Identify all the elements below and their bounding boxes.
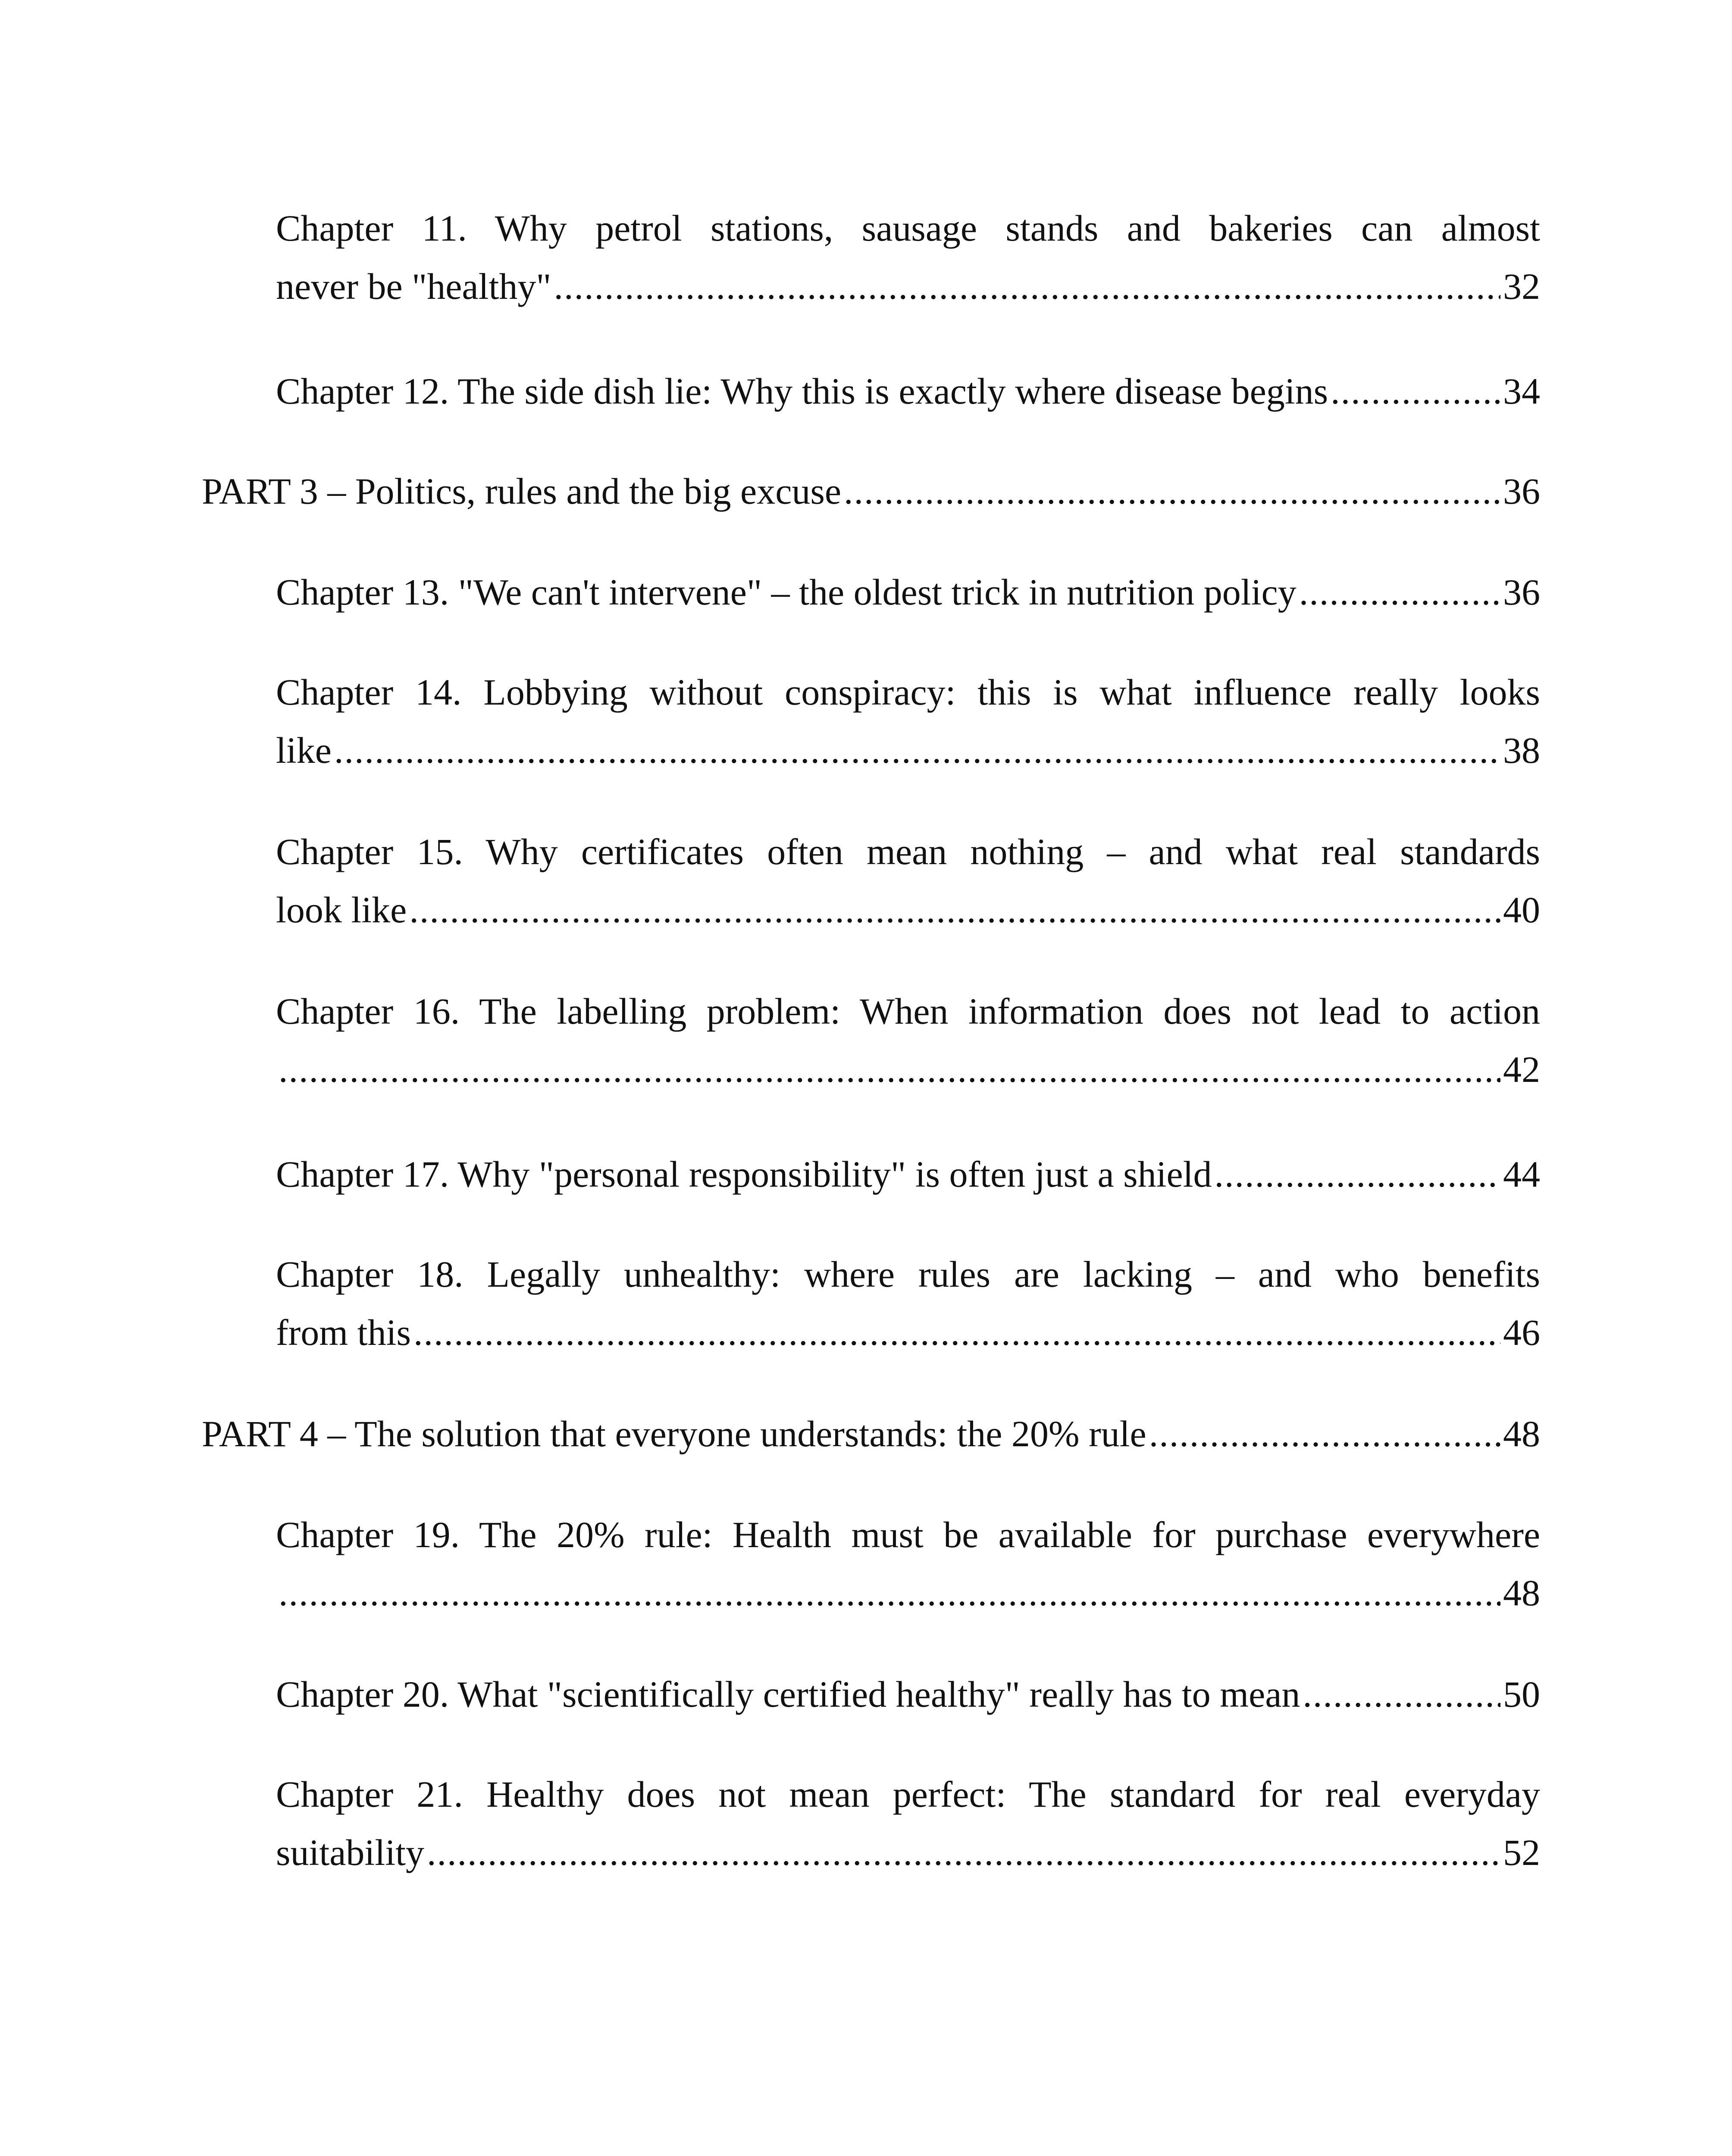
page-number: 36 — [1503, 470, 1540, 512]
page-number: 32 — [1503, 266, 1540, 307]
toc-entry-chapter-11[interactable] — [276, 199, 1540, 316]
toc-entry-title: Chapter 17. Why "personal responsibility" is often just a shield — [276, 1153, 1212, 1195]
toc-entry-title-continuation: like — [276, 730, 332, 771]
toc-entry-title-continuation: suitability — [276, 1832, 424, 1873]
toc-entry-title-line: Chapter 14. Lobbying without conspiracy: this is what influence really looks — [276, 671, 1540, 713]
page-number: 42 — [1503, 1049, 1540, 1090]
toc-entry-title: Chapter 20. What "scientifically certified healthy" really has to mean — [276, 1673, 1300, 1715]
page-number: 34 — [1503, 370, 1540, 412]
toc-entry-part-4[interactable] — [202, 1405, 1540, 1463]
toc-entry-title-line: Chapter 16. The labelling problem: When information does not lead to action — [276, 990, 1540, 1032]
dot-leader — [1299, 563, 1500, 621]
page-number: 46 — [1503, 1312, 1540, 1353]
toc-entry-title-line: Chapter 19. The 20% rule: Health must be available for purchase everywhere — [276, 1514, 1540, 1555]
dot-leader — [1215, 1145, 1500, 1203]
toc-entry-last-line — [276, 257, 1540, 316]
dot-leader — [427, 1824, 1500, 1882]
dot-leader — [1149, 1405, 1500, 1463]
toc-entry-last-line — [276, 362, 1540, 420]
toc-entry-last-line — [276, 1040, 1540, 1099]
dot-leader — [279, 1564, 1500, 1622]
page-number: 52 — [1503, 1832, 1540, 1873]
toc-entry-title-line: Chapter 15. Why certificates often mean nothing – and what real standards — [276, 831, 1540, 872]
toc-entry-title-line: Chapter 21. Healthy does not mean perfect: The standard for real everyday — [276, 1774, 1540, 1815]
toc-entry-last-line — [276, 1304, 1540, 1362]
toc-entry-chapter-17[interactable] — [276, 1145, 1540, 1203]
toc-entry-chapter-21[interactable] — [276, 1765, 1540, 1882]
toc-entry-last-line — [202, 1405, 1540, 1463]
toc-entry-chapter-15[interactable] — [276, 823, 1540, 939]
toc-entry-last-line — [276, 721, 1540, 780]
toc-entry-chapter-12[interactable] — [276, 362, 1540, 420]
toc-entry-title-continuation: never be "healthy" — [276, 266, 551, 307]
dot-leader — [279, 1040, 1500, 1099]
toc-entry-title: PART 3 – Politics, rules and the big excuse — [202, 470, 842, 512]
page-number: 44 — [1503, 1153, 1540, 1195]
dot-leader — [334, 721, 1500, 780]
toc-entry-chapter-13[interactable] — [276, 563, 1540, 621]
dot-leader — [844, 462, 1500, 520]
toc-entry-title-line: Chapter 18. Legally unhealthy: where rules are lacking – and who benefits — [276, 1253, 1540, 1295]
toc-entry-chapter-19[interactable] — [276, 1506, 1540, 1622]
toc-entry-last-line — [202, 462, 1540, 520]
toc-entry-title: PART 4 – The solution that everyone understands: the 20% rule — [202, 1413, 1146, 1454]
dot-leader — [1331, 362, 1500, 420]
page-number: 48 — [1503, 1572, 1540, 1614]
dot-leader — [413, 1304, 1500, 1362]
dot-leader — [1303, 1665, 1500, 1724]
page-number: 50 — [1503, 1673, 1540, 1715]
toc-entry-title-continuation: from this — [276, 1312, 411, 1353]
toc-entry-chapter-20[interactable] — [276, 1665, 1540, 1724]
toc-entry-title-continuation: look like — [276, 889, 407, 931]
toc-entry-chapter-14[interactable] — [276, 663, 1540, 780]
page-number: 40 — [1503, 889, 1540, 931]
page-number: 38 — [1503, 730, 1540, 771]
page-number: 36 — [1503, 571, 1540, 613]
toc-entry-last-line — [276, 1145, 1540, 1203]
toc-entry-last-line — [276, 1824, 1540, 1882]
toc-entry-chapter-18[interactable] — [276, 1245, 1540, 1362]
toc-entry-title: Chapter 12. The side dish lie: Why this is exactly where disease begins — [276, 370, 1328, 412]
toc-entry-last-line — [276, 563, 1540, 621]
toc-entry-part-3[interactable] — [202, 462, 1540, 520]
toc-entry-last-line — [276, 1665, 1540, 1724]
toc-entry-title: Chapter 13. "We can't intervene" – the oldest trick in nutrition policy — [276, 571, 1297, 613]
page-number: 48 — [1503, 1413, 1540, 1454]
dot-leader — [409, 881, 1500, 939]
dot-leader — [554, 257, 1501, 316]
toc-entry-last-line — [276, 881, 1540, 939]
toc-entry-title-line: Chapter 11. Why petrol stations, sausage stands and bakeries can almost — [276, 207, 1540, 249]
toc-entry-last-line — [276, 1564, 1540, 1622]
toc-entry-chapter-16[interactable] — [276, 982, 1540, 1099]
